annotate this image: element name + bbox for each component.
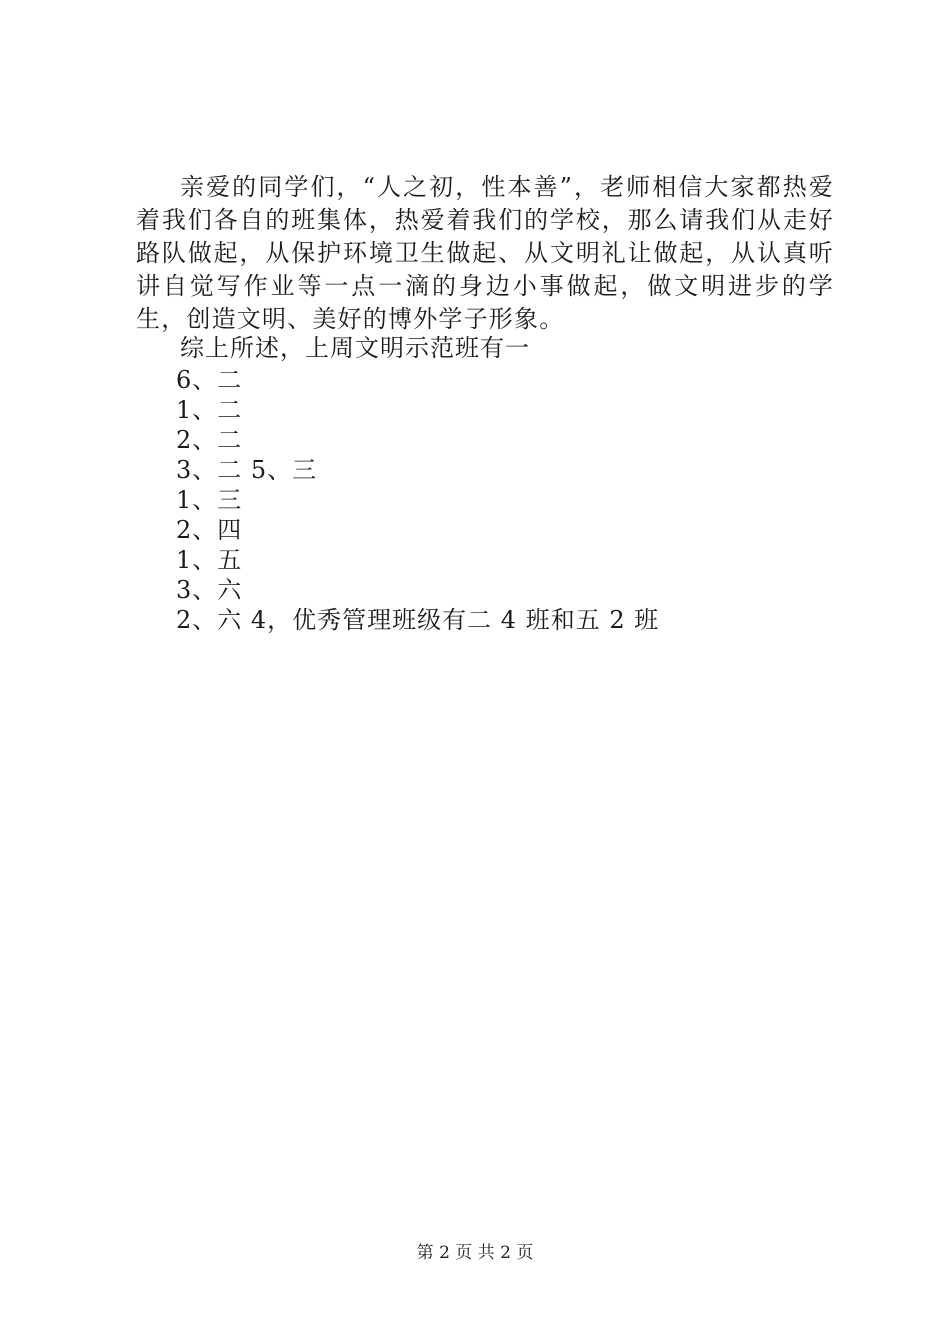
list-item: 1、五 [176,546,243,574]
class-list [176,365,659,635]
list-item: 3、六 [176,576,243,604]
list-item: 2、六 4，优秀管理班级有二 4 班和五 2 班 [176,606,660,634]
list-item: 2、二 [176,426,243,454]
list-item: 6、二 [176,366,243,394]
list-item: 1、三 [176,486,243,514]
list-item: 2、四 [176,516,243,544]
summary-line: 综上所述，上周文明示范班有一 [180,334,530,362]
list-item: 3、二 5、三 [176,456,318,484]
page-number-footer: 第 2 页 共 2 页 [416,1243,534,1263]
list-item: 1、二 [176,396,243,424]
body-paragraph: 亲爱的同学们，“人之初，性本善”，老师相信大家都热爱着我们各自的班集体，热爱着我们的学校，那么请我们从走好路队做起，从保护环境卫生做起、从文明礼让做起，从认真听讲自觉写作业等一点一滴的身边小事做起，做文明进步的学生，创造文明、美好的博外学子形象。 [136,173,834,333]
